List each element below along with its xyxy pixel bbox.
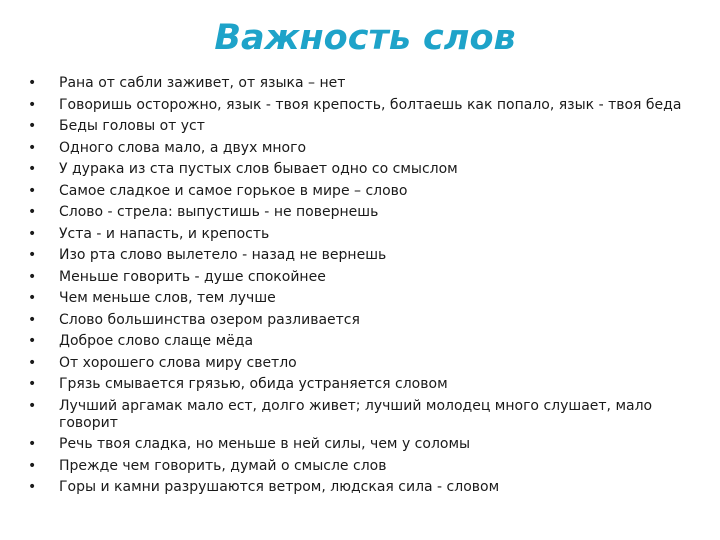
list-item-text: Самое сладкое и самое горькое в мире – слово bbox=[59, 182, 408, 199]
list-item-text: Рана от сабли заживет, от языка – нет bbox=[59, 75, 346, 91]
list-item-text: Одного слова мало, а двух много bbox=[59, 139, 307, 156]
bullet-icon: • bbox=[28, 139, 37, 156]
list-item-text: Меньше говорить - душе спокойнее bbox=[59, 268, 326, 285]
list-item bbox=[28, 376, 688, 393]
list-item-text: Слово - стрела: выпустишь - не повернешь bbox=[59, 204, 379, 220]
list-item bbox=[28, 398, 688, 432]
list-item-text: У дурака из ста пустых слов бывает одно со смыслом bbox=[59, 161, 458, 177]
list-item-text: Беды головы от уст bbox=[59, 118, 205, 134]
list-item bbox=[28, 312, 688, 329]
list-item-text: От хорошего слова миру светло bbox=[59, 354, 297, 371]
list-item bbox=[28, 204, 688, 221]
bullet-icon: • bbox=[28, 161, 37, 177]
list-item-text: Чем меньше слов, тем лучше bbox=[59, 290, 276, 306]
list-item bbox=[28, 458, 688, 475]
bullet-icon: • bbox=[28, 96, 37, 113]
bullet-icon: • bbox=[28, 247, 37, 263]
list-item-text: Прежде чем говорить, думай о смысле слов bbox=[59, 457, 387, 474]
list-item bbox=[28, 140, 688, 157]
list-item bbox=[28, 183, 688, 200]
list-item-text: Уста - и напасть, и крепость bbox=[59, 225, 270, 242]
list-item-text: Изо рта слово вылетело - назад не вернешь bbox=[59, 247, 387, 263]
list-item-text: Говоришь осторожно, язык - твоя крепость, болтаешь как попало, язык - твоя беда bbox=[59, 96, 682, 113]
bullet-icon: • bbox=[28, 182, 37, 199]
list-item bbox=[28, 118, 688, 135]
bullet-icon: • bbox=[28, 225, 37, 242]
bullet-icon: • bbox=[28, 397, 37, 414]
list-item bbox=[28, 226, 688, 243]
list-item-text: Речь твоя сладка, но меньше в ней силы, чем у соломы bbox=[59, 436, 471, 452]
list-item bbox=[28, 436, 688, 453]
list-item bbox=[28, 75, 688, 92]
list-item-text: Горы и камни разрушаются ветром, людская сила - словом bbox=[59, 479, 500, 495]
bullet-icon: • bbox=[28, 457, 37, 474]
bullet-icon: • bbox=[28, 118, 37, 134]
list-item bbox=[28, 479, 688, 496]
bullet-icon: • bbox=[28, 333, 37, 349]
list-item bbox=[28, 269, 688, 286]
list-item bbox=[28, 161, 688, 178]
bullet-icon: • bbox=[28, 290, 37, 306]
list-item-text: Лучший аргамак мало ест, долго живет; лучший молодец много слушает, мало говорит bbox=[59, 397, 653, 431]
proverb-list bbox=[28, 75, 688, 501]
list-item bbox=[28, 97, 688, 114]
list-item-text: Грязь смывается грязью, обида устраняется словом bbox=[59, 376, 448, 392]
bullet-icon: • bbox=[28, 354, 37, 371]
list-item bbox=[28, 290, 688, 307]
list-item bbox=[28, 333, 688, 350]
bullet-icon: • bbox=[28, 479, 37, 495]
bullet-icon: • bbox=[28, 75, 37, 91]
bullet-icon: • bbox=[28, 376, 37, 392]
list-item bbox=[28, 247, 688, 264]
list-item bbox=[28, 355, 688, 372]
bullet-icon: • bbox=[28, 436, 37, 452]
bullet-icon: • bbox=[28, 311, 37, 328]
list-item-text: Доброе слово слаще мёда bbox=[59, 333, 254, 349]
page-title: Важность слов bbox=[214, 18, 516, 58]
list-item-text: Слово большинства озером разливается bbox=[59, 311, 360, 328]
bullet-icon: • bbox=[28, 268, 37, 285]
bullet-icon: • bbox=[28, 204, 37, 220]
